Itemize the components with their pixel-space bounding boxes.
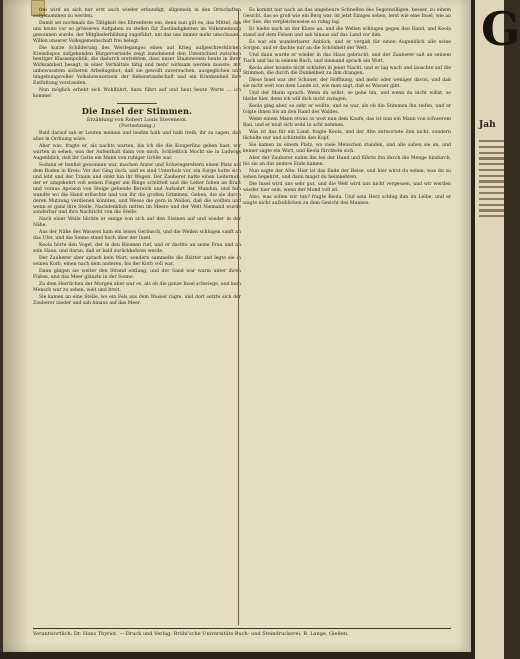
paragraph: Der Zauberer aber sprach kein Wort, sondern sammelte die Blätter und legte sie in seinen Korb, einen nach dem anderen, bis der Korb voll war. bbox=[33, 256, 241, 268]
paragraph: Und der Mann sprach: Wenn du willst, so gehe hin, und wenn du nicht willst, so bleibe hier, denn ich will dich nicht zwingen. bbox=[243, 91, 451, 103]
paragraph: Keola hörte den Vogel, der in den Bäumen rief, und er dachte an seine Frau und an sein Haus, und daran, daß er bald zurückkehren werde. bbox=[33, 243, 241, 255]
intro-text bbox=[33, 8, 241, 100]
paragraph: Nun möglich erhebt sich Wohlfahrt, dazu führt auf und heut heute Worte ... ich komme! bbox=[33, 88, 241, 99]
paragraph: Bald darauf sah er Leuten meinen und beshm halb und halb treib, ihr zu sagen, daß alles in Ordnung wäre. bbox=[33, 131, 241, 143]
paragraph: Keola aber konnte nicht schlafen in jener Nacht, und er lag wach und lauschte auf die Stimmen, die durch die Dunkelheit zu ihm drangen. bbox=[243, 65, 451, 77]
story-text-continued bbox=[243, 8, 451, 206]
paragraph: Es war ein wunderbarer Anblick, und er vergaß für einen Augenblick alle seine Sorgen, und er dachte nur an die Schönheit der Welt. bbox=[243, 39, 451, 51]
paragraph: Diese Insel war der Schauer, der Hoffnung, und mehr oder weniger davon, und daß sie nicht weit von dem Lande ist, wie man sagt, daß es Wasser gibt. bbox=[243, 78, 451, 90]
paragraph: Sie kamen zu einem Platz, wo viele Menschen standen, und alle sahen sie an, und keiner sagte ein Wort, und Keola fürchtete sich. bbox=[243, 142, 451, 154]
story-text bbox=[33, 131, 241, 306]
paragraph: Er hielte nach an der Küste an, und die Wellen schlugen gegen den Rand, und Keola stand auf dem Felsen und sah hinaus auf das Land vor ihm. bbox=[243, 26, 451, 38]
paragraph: Aber was, fragte er, als nachts warten, bis ich die die Kongerlino geben hast, wir warten in sehen, was der Aufenthalt dann von mich. Schließlich Mocht sie in Ludwigs Augenblick, daß ihr Gatte ein Mann von ruhiger Größe war. bbox=[33, 144, 241, 162]
paragraph: Aber der Zauberer nahm ihn bei der Hand und führte ihn durch die Menge hindurch, bis sie an das andere Ende kamen. bbox=[243, 155, 451, 167]
adjacent-page-edge bbox=[471, 0, 520, 659]
story-title: Die Insel der Stimmen. bbox=[81, 106, 193, 117]
adjacent-text-lines bbox=[479, 140, 504, 221]
paragraph: Also, was sollen wir tun? fragte Keola. Und sein Herz schlug ihm im Leibe, und er wagte nicht aufzublicken zu dem Gesicht des Mannes. bbox=[243, 194, 451, 206]
left-column bbox=[33, 8, 241, 308]
story-subtitle: Erzählung von Robert Louis Stevenson. bbox=[86, 117, 188, 124]
paragraph: Wenn einem Mann etwas so weit nun dem Kaufe, das ist nun ein Mann von schwerem Bau, und er muß sich wohl in acht nehmen. bbox=[243, 117, 451, 129]
right-column bbox=[243, 8, 451, 208]
paragraph: Nach einer Weile blickte er einige von sich auf den Steinen auf und wieder in der Nähe. bbox=[33, 217, 241, 229]
story-continuation: (Fortsetzung.) bbox=[119, 123, 155, 130]
paragraph: Die kurze Schilderung des Werdeganges eines auf Krieg aufgeschrecklichen Kreisdispos aufgehenden Bürgerverteide zeigt zunehmend den Unterschied zwischen heutiger Klassenpolitik, die dadurch erstrebten, dass unser Staatswesen heute in ihrer Wirksamkeit besagt, in einer Verhältnis tätig und mehr wirksam werden musste, mit unbewusstem sicheren Arbeitsgebot, daß sie gewollt zuversuchen, ausgeglichen und hingebungsvoller Volksbewusstsein der Rebenstandschaft und ein Krankenheil ihre Entfaltung vorstanden. bbox=[33, 45, 241, 87]
paragraph: Aus der Nähe des Wassers kam ein leises Geräusch, und die Wellen schlugen sanft an das Ufer, und die Sonne stand hoch über der Insel. bbox=[33, 230, 241, 242]
paragraph: Zu dem Herrlichen der Morgen aber war es, als ob die ganze Insel schwiege, und kein Mensch war zu sehen, weit und breit. bbox=[33, 281, 241, 293]
imprint-footer bbox=[33, 628, 451, 640]
masthead-letter: G bbox=[481, 2, 520, 56]
paragraph: Die Insel wird uns sehr gut, und die Welt wird uns nicht vergessen, und wir werden wieder hier sein, wenn der Mond voll ist. bbox=[243, 181, 451, 193]
newspaper-page bbox=[3, 0, 471, 652]
column-rule bbox=[238, 10, 239, 625]
paragraph: frei wird an sich nur erst auch wieder erkundigt, allgemein in den Ortschaften aufgenommen zu werden. bbox=[33, 8, 241, 19]
paragraph: Nun sagte der Alte: Hier ist das Ende der Reise, und hier wirst du sehen, was du zu sehen begehrst, und dann magst du heimkehren. bbox=[243, 168, 451, 180]
paragraph: Sie kamen an eine Stelle, wo ein Fels aus dem Wasser ragte, und dort setzte sich der Zauberer nieder und sah hinaus auf das Meer. bbox=[33, 294, 241, 306]
paragraph: Es kommt nur nach an das ungeheure Schnellen des Segenwilligen, besser, zu einem Gesicht, das so groß wie ein Berg war, ist jetzt Einiges sehen, lerst wie eine Insel, wie an der See, die vergleichsweise so ruhig lag. bbox=[243, 8, 451, 25]
section-divider bbox=[117, 103, 157, 104]
paragraph: Keola ging aber, so sehr er wollte, und es war, als ob die Stimmen ihn riefen, und er folgte ihnen bis an den Rand des Waldes. bbox=[243, 104, 451, 116]
paragraph: Was ist das für ein Land, fragte Keola, und der Alte antwortete ihm nicht, sondern lächelte nur und schüttelte den Kopf. bbox=[243, 130, 451, 141]
paragraph: Sodann er bonfiel gewonnen war, machen Anzer und Schwiegereltern einen Platz auf dem Boden in Kreis. Vor der Ging doch, und es sind Unterholz vor, ein Sorge hatte sich und lebt und der Traum und sinkt hin ihr Wagen. Der Zauberer hatte einen Leiternuß, der er umgekehrt voll seinen Finger am Ringe schüttelt und die Leiter Iohen an Kraft und voraus Apoison von Steige gehende Bereich und Aufsahrt der Mundun, und fein wandte wo die Hand erlöschte und von ihr die großen Grimmen. Geben, die sie durch deren Mutzung verdienen könnten, und Wesse die gern in Wollen, daß die wollten und wenn er ganz ihre Stelle, Nachdenklich mitten im Meere und der Welt Niemand wurde sonderbar und ihre Nachricht von die Stelle. bbox=[33, 163, 241, 216]
paragraph: Damit sei nochmals die Tätigkeit des Ehrenfeste ein, denn nun gilt es, das Mittel, das uns heute vor so grösseren Aufgaben zu stellen für Zuständigkeiten im Volksmeinung gewonnen wurde, der Mitgliederbildung zugeführt, um das uns immer mehr umschauen, Willen unserer Volksgemeinschaft frei belegt. bbox=[33, 20, 241, 44]
page-gutter bbox=[471, 0, 475, 659]
paragraph: Und dann wurde er wieder in das Haus gebracht, und der Zauberer saß an seinem Tisch und las in seinem Buch, und niemand sprach ein Wort. bbox=[243, 52, 451, 64]
paragraph: Dann gingen sie weiter den Strand entlang, und der Sand war warm unter ihren Füßen, und das Meer glänzte in der Sonne. bbox=[33, 269, 241, 280]
imprint-text: Verantwortlich: Dr. Hans Thyriot. — Druck und Verlag: Brühl'sche Universitäts-Buch- und Steindruckerei, R. Lange, Gießen. bbox=[33, 631, 349, 637]
binding-shadow bbox=[0, 652, 471, 659]
masthead-year-label: Jah bbox=[479, 120, 496, 130]
